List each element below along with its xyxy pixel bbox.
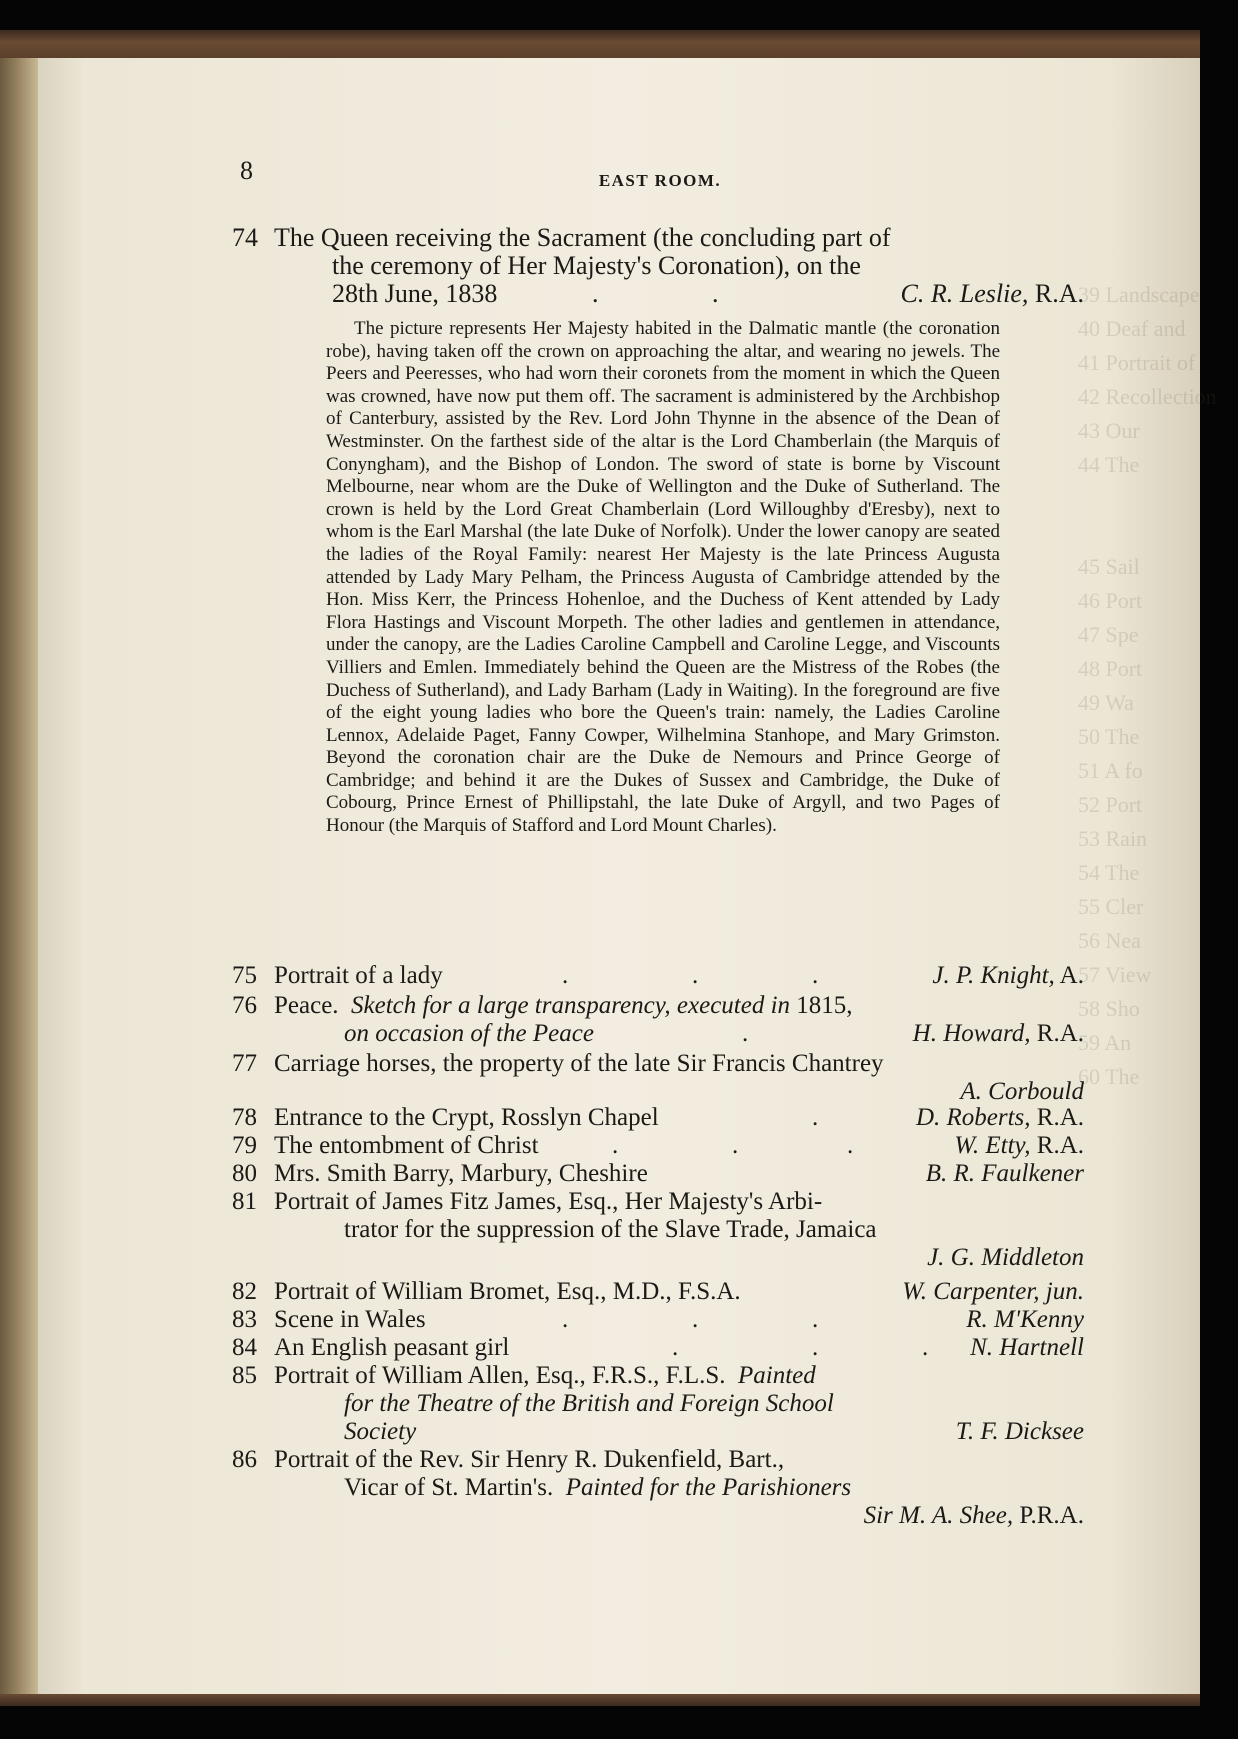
entry-title-line-1: The Queen receiving the Sacrament (the concluding part of [274, 223, 891, 252]
artist-name [864, 1502, 1084, 1530]
artist-name-text: H. Howard, [912, 1020, 1031, 1047]
artist-name [913, 1020, 1084, 1048]
leader-dot: . [562, 962, 569, 989]
entry-number: 78 [232, 1104, 257, 1131]
entry-title: Mrs. Smith Barry, Marbury, Cheshire [274, 1160, 648, 1187]
entry-number: 80 [232, 1160, 257, 1187]
leader-dot: . [847, 1132, 854, 1159]
entry-title: Carriage horses, the property of the late Sir Francis Chantrey [274, 1050, 884, 1077]
artist-name: W. Carpenter, jun. [902, 1278, 1084, 1305]
artist-name: R. M'Kenny [966, 1306, 1084, 1333]
catalogue-entry-86 [232, 1446, 1084, 1530]
entry-number: 85 [232, 1362, 257, 1389]
entry-note-line-2: for the Theatre of the British and Foreign School [344, 1390, 834, 1417]
catalogue-entry-79 [232, 1132, 1084, 1160]
entry-title-italic: Sketch for a large transparency, executed in [351, 992, 791, 1019]
artist-name [954, 1132, 1084, 1160]
entry-number: 84 [232, 1334, 257, 1361]
entry-note: Painted [738, 1362, 816, 1389]
leader-dot: . [922, 1334, 929, 1361]
leader-dot: . [592, 279, 599, 308]
entry-title-line-1: Portrait of the Rev. Sir Henry R. Dukenfield, Bart., [274, 1446, 785, 1473]
catalogue-entry-76 [232, 992, 1084, 1048]
artist-name-text: C. R. Leslie, [900, 279, 1029, 308]
entry-number: 77 [232, 1050, 257, 1077]
show-through-text: 39 Landscape 40 Deaf and 41 Portrait of 42 Recollection 43 Our 44 The 45 Sail 46 Port 47 Spe 48 Port 49 Wa 50 The 51 A fo 52 Port 53 Rain 54 The 55 Cler 56 Nea 57 View 58 Sho 59 An 60 The [1078, 282, 1217, 1089]
artist-suffix: P.R.A. [1013, 1502, 1084, 1529]
entry-number: 74 [232, 223, 258, 252]
leader-dot: . [562, 1306, 569, 1333]
catalogue-entry-82 [232, 1278, 1084, 1306]
entry-title: Portrait of a lady [274, 962, 443, 989]
catalogue-entry-84 [232, 1334, 1084, 1362]
entry-title-line-2: the ceremony of Her Majesty's Coronation), on the [332, 251, 861, 280]
page-number: 8 [240, 156, 253, 185]
entry-number: 83 [232, 1306, 257, 1333]
artist-name [901, 280, 1084, 308]
leader-dot: . [692, 962, 699, 989]
entry-title-line-3: 28th June, 1838 [332, 279, 498, 308]
catalogue-entry-77 [232, 1050, 1084, 1106]
entry-number: 76 [232, 992, 257, 1019]
entry-note: Painted for the Parishioners [565, 1474, 852, 1501]
catalogue-entry-83 [232, 1306, 1084, 1334]
catalogue-entry-81 [232, 1188, 1084, 1272]
description-paragraph: The picture represents Her Majesty habited in the Dalmatic mantle (the coronation robe), having taken off the crown on approaching the altar, and wearing no jewels. The Peers and Peeresses, who had worn their coronets from the moment in which the Queen was crowned, have now put them off. The sacrament is administered by the Archbishop of Canterbury, assisted by the Rev. Lord John Thynne in the absence of the Dean of Westminster. On the farthest side of the altar is the Lord Chamberlain (the Marquis of Conyngham), and the Bishop of London. The sword of state is borne by Viscount Melbourne, near whom are the Duke of Wellington and the Duke of Sutherland. The crown is held by the Lord Great Chamberlain (Lord Willoughby d'Eresby), next to whom is the Earl Marshal (the late Duke of Norfolk). Under the lower canopy are seated the ladies of the Royal Family: nearest Her Majesty is the late Princess Augusta attended by Lady Mary Pelham, the Princess Augusta of Cambridge attended by the Hon. Miss Kerr, the Princess Hohenloe, and the Duchess of Kent attended by Lady Flora Hastings and Viscount Morpeth. The other ladies and gentlemen in attendance, under the canopy, are the Ladies Caroline Campbell and Caroline Legge, and Viscounts Villiers and Emlen. Immediately behind the Queen are the Mistress of the Robes (the Duchess of Sutherland), and Lady Barham (Lady in Waiting). In the foreground are five of the eight young ladies who bore the Queen's train: namely, the Ladies Caroline Lennox, Adelaide Paget, Fanny Cowper, Wilhelmina Stanhope, and Mary Grimston. Beyond the coronation chair are the Duke de Nemours and Prince George of Cambridge; and behind it are the Dukes of Sussex and Cambridge, the Duke of Cobourg, Prince Ernest of Phillipstahl, the late Duke of Argyll, and two Pages of Honour (the Marquis of Stafford and Lord Mount Charles). [326, 318, 1000, 837]
entry-number: 86 [232, 1446, 257, 1473]
artist-name: A. Corbould [960, 1078, 1084, 1105]
leader-dot: . [692, 1306, 699, 1333]
entry-number: 81 [232, 1188, 257, 1215]
artist-name: T. F. Dicksee [955, 1418, 1084, 1445]
artist-suffix: R.A. [1028, 279, 1084, 308]
entry-title-line-2: on occasion of the Peace [344, 1020, 594, 1047]
entry-title: The entombment of Christ [274, 1132, 539, 1159]
leader-dot: . [672, 1334, 679, 1361]
artist-suffix: R.A. [1030, 1132, 1084, 1159]
catalogue-entry-85 [232, 1362, 1084, 1446]
entry-title-line-2: Vicar of St. Martin's. [344, 1474, 554, 1501]
artist-suffix: A. [1054, 962, 1084, 989]
entry-74-description [326, 318, 1000, 838]
leader-dot: . [812, 962, 819, 989]
leader-dot: . [812, 1306, 819, 1333]
artist-suffix: R.A. [1030, 1104, 1084, 1131]
entry-title-line-1: Portrait of James Fitz James, Esq., Her Majesty's Arbi- [274, 1188, 823, 1215]
artist-name [916, 1104, 1084, 1132]
leader-dot: . [732, 1132, 739, 1159]
entry-title-line-2: trator for the suppression of the Slave Trade, Jamaica [344, 1216, 877, 1243]
entry-title: Scene in Wales [274, 1306, 426, 1333]
artist-name-text: Sir M. A. Shee, [863, 1502, 1014, 1529]
entry-note-line-3: Society [344, 1418, 417, 1445]
artist-name-text: W. Etty, [954, 1132, 1031, 1159]
entry-title: Peace. [274, 992, 339, 1019]
entry-title: Entrance to the Crypt, Rosslyn Chapel [274, 1104, 659, 1131]
artist-name: N. Hartnell [970, 1334, 1084, 1361]
entry-number: 79 [232, 1132, 257, 1159]
entry-title: Portrait of William Bromet, Esq., M.D., F.S.A. [274, 1278, 741, 1305]
catalogue-entry-78 [232, 1104, 1084, 1132]
entry-year: 1815, [790, 992, 853, 1019]
leader-dot: . [812, 1334, 819, 1361]
artist-name [932, 962, 1084, 990]
artist-name-text: D. Roberts, [915, 1104, 1031, 1131]
leader-dot: . [812, 1104, 819, 1131]
catalogue-entry-74 [232, 224, 1084, 308]
leader-dot: . [742, 1020, 749, 1047]
artist-name-text: J. P. Knight, [932, 962, 1055, 989]
leader-dot: . [712, 279, 719, 308]
catalogue-entry-80 [232, 1160, 1084, 1188]
leader-dot: . [612, 1132, 619, 1159]
entry-number: 75 [232, 962, 257, 989]
catalogue-entry-75 [232, 962, 1084, 990]
artist-suffix: R.A. [1030, 1020, 1084, 1047]
entry-title: An English peasant girl [274, 1334, 510, 1361]
running-head: EAST ROOM. [598, 171, 722, 190]
artist-name: B. R. Faulkener [925, 1160, 1084, 1187]
entry-number: 82 [232, 1278, 257, 1305]
entry-title-line-1: Portrait of William Allen, Esq., F.R.S., F.L.S. [274, 1362, 726, 1389]
artist-name: J. G. Middleton [927, 1244, 1084, 1271]
